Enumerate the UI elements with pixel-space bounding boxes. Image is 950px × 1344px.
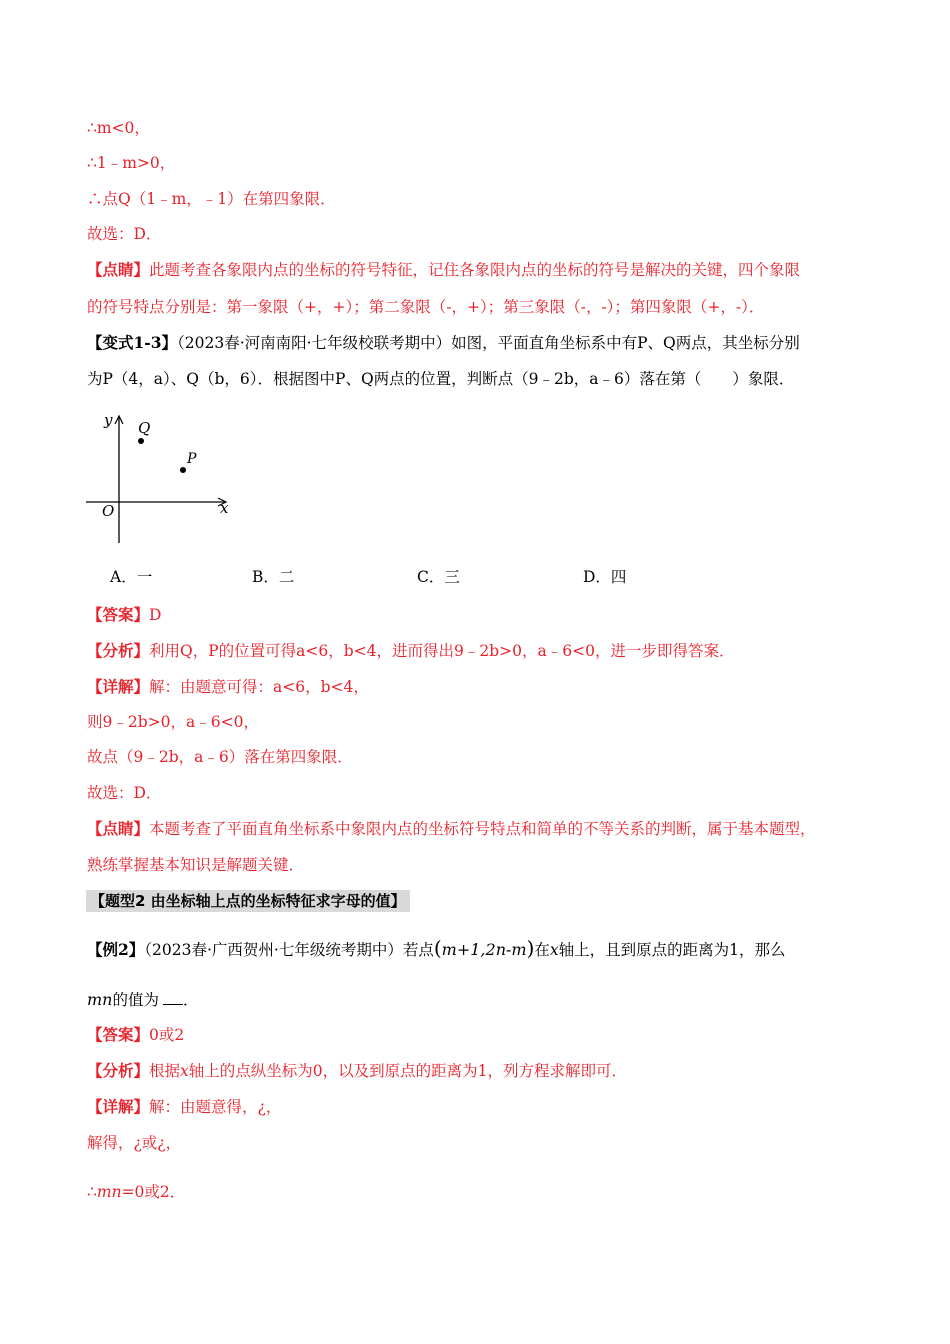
variant-answer-tag: 【答案】 (87, 605, 150, 624)
left-paren: ( (433, 936, 442, 960)
prev-note-line-1 (87, 260, 800, 280)
example-detail-var: mn (96, 1183, 122, 1201)
example-detail-text: 解：由题意得，¿， (149, 1098, 282, 1116)
example-answer-tag: 【答案】 (87, 1025, 150, 1044)
example-detail-line-1 (87, 1097, 281, 1117)
answer-blank[interactable] (163, 990, 183, 1005)
example-tag: 【例2】 (87, 940, 145, 959)
point-q-label: Q (138, 419, 151, 437)
variant-note-tag: 【点睛】 (87, 819, 150, 838)
prev-note-text: 此题考查各象限内点的坐标的符号特征，记住各象限内点的坐标的符号是解决的关键，四个象限 (149, 261, 801, 279)
example-stem-c: 轴上，且到原点的距离为1，那么 (558, 941, 786, 959)
variant-note-text: 本题考查了平面直角坐标系中象限内点的坐标符号特点和简单的不等关系的判断，属于基本题型， (149, 820, 816, 838)
prev-line-2: ∴1﹣m>0， (87, 154, 176, 172)
variant-stem-line-2: 为P（4，a）、Q（b，6）．根据图中P、Q两点的位置，判断点（9﹣2b，a﹣6）落在第（ ）象限． (87, 370, 795, 388)
example-analysis-tag: 【分析】 (87, 1061, 150, 1080)
example-point: m+1,2n-m (441, 940, 527, 959)
example-var-mn: mn (87, 990, 113, 1009)
variant-answer (87, 605, 161, 625)
point-p (180, 467, 186, 473)
x-axis-label: x (220, 499, 229, 517)
variant-detail-line-4: 故选：D． (87, 784, 162, 802)
example-stem-value-text: 的值为 (112, 991, 159, 1009)
example-analysis-b: 轴上的点纵坐标为0，以及到原点的距离为1，列方程求解即可． (188, 1062, 628, 1080)
example-stem-b: 在 (534, 941, 550, 959)
prev-line-3: ∴点Q（1﹣m，﹣1）在第四象限． (87, 190, 336, 208)
example-axis: x (549, 941, 559, 959)
example-detail-line-3 (87, 1182, 185, 1202)
variant-analysis-text: 利用Q，P的位置可得a<6，b<4，进而得出9﹣2b>0，a﹣6<0，进一步即得答案． (149, 642, 735, 660)
variant-detail-line-3: 故点（9﹣2b，a﹣6）落在第四象限． (87, 748, 353, 766)
variant-note-line-1 (87, 819, 816, 839)
variant-detail-line-1 (87, 677, 369, 697)
point-p-label: P (187, 451, 197, 467)
example-detail-rest: =0或2． (121, 1183, 186, 1201)
variant-stem-line-1 (87, 333, 800, 353)
right-paren: ) (526, 936, 535, 960)
prev-note-line-2: 的符号特点分别是：第一象限（+，+）；第二象限（-，+）；第三象限（-，-）；第四象限（+，-）． (87, 298, 765, 316)
y-axis-label: y (104, 411, 113, 429)
example-detail-line-2: 解得，¿或¿， (87, 1134, 182, 1152)
therefore-symbol: ∴ (87, 1183, 97, 1201)
variant-stem-text: （2023春·河南南阳·七年级校联考期中）如图，平面直角坐标系中有P、Q两点，其坐标分别 (177, 334, 800, 352)
example-analysis (87, 1061, 627, 1081)
example-analysis-a: 根据 (149, 1062, 181, 1080)
point-q (138, 438, 144, 444)
coordinate-figure (80, 405, 240, 550)
example-stem-line-1 (87, 938, 786, 960)
variant-analysis-tag: 【分析】 (87, 641, 150, 660)
variant-analysis (87, 641, 734, 661)
example-answer (87, 1025, 184, 1045)
variant-detail-text: 解：由题意可得：a<6，b<4， (149, 678, 369, 696)
option-c[interactable]: C．三 (417, 568, 460, 586)
variant-note-line-2: 熟练掌握基本知识是解题关键． (87, 856, 305, 874)
section-heading: 【题型2 由坐标轴上点的坐标特征求字母的值】 (86, 890, 410, 912)
example-detail-tag: 【详解】 (87, 1097, 150, 1116)
example-answer-value: 0或2 (149, 1026, 185, 1044)
example-stem-end: ． (183, 991, 199, 1009)
option-d[interactable]: D．四 (583, 568, 627, 586)
prev-line-1: ∴m<0， (87, 119, 150, 137)
variant-detail-tag: 【详解】 (87, 677, 150, 696)
prev-note-tag: 【点睛】 (87, 260, 150, 279)
example-stem-line-2 (87, 990, 199, 1010)
variant-detail-line-2: 则9﹣2b>0，a﹣6<0， (87, 713, 259, 731)
prev-line-4: 故选：D． (87, 225, 162, 243)
example-analysis-var: x (180, 1062, 189, 1080)
origin-label: O (102, 502, 115, 520)
variant-answer-value: D (149, 606, 162, 624)
option-b[interactable]: B．二 (252, 568, 295, 586)
variant-tag: 【变式1-3】 (87, 333, 178, 352)
example-stem-a: （2023春·广西贺州·七年级统考期中）若点 (144, 941, 434, 959)
option-a[interactable]: A．一 (110, 568, 153, 586)
